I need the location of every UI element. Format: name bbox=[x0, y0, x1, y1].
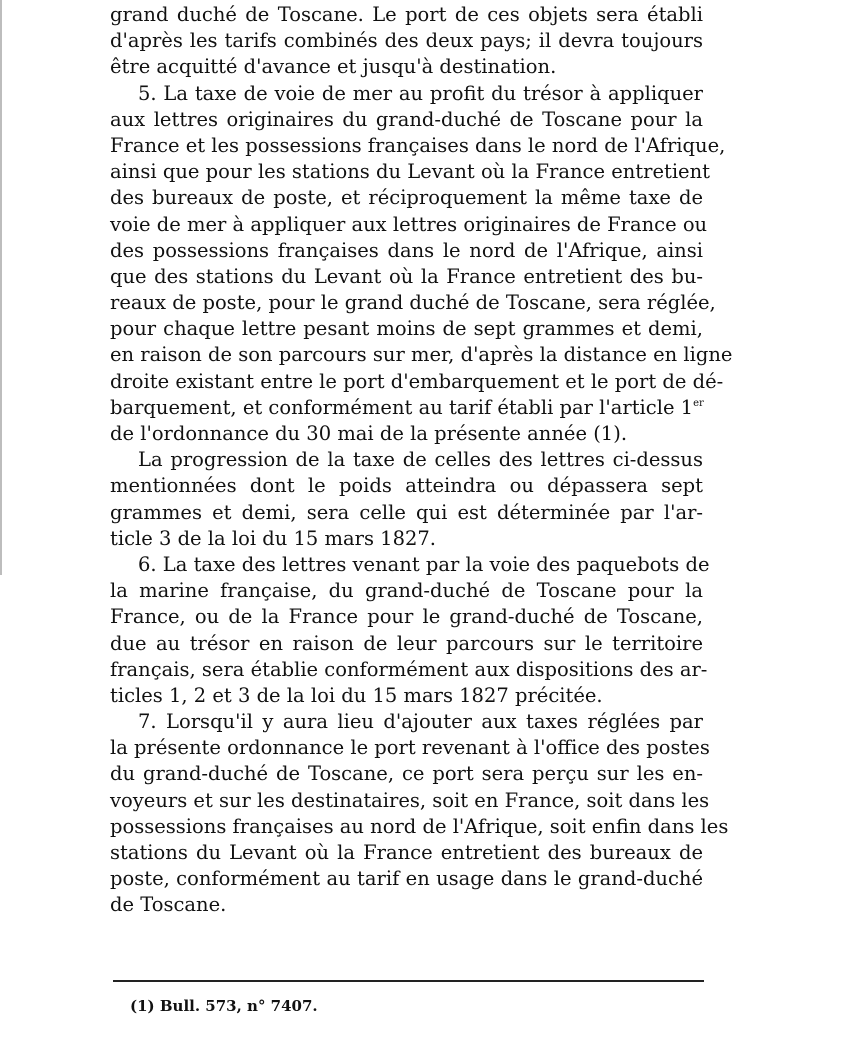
text-line: du grand-duché de Toscane, ce port sera perçu sur les en- bbox=[110, 762, 703, 786]
text-line: droite existant entre le port d'embarquement et le port de dé- bbox=[110, 369, 724, 393]
text-line: en raison de son parcours sur mer, d'après la distance en ligne bbox=[110, 343, 733, 367]
text-line: grand duché de Toscane. Le port de ces objets sera établi bbox=[110, 3, 703, 26]
text-line: ainsi que pour les stations du Levant où la France entretient bbox=[110, 160, 710, 184]
text-line: de Toscane. bbox=[110, 893, 227, 917]
text-line: de l'ordonnance du 30 mai de la présente année (1). bbox=[110, 422, 628, 445]
footnote: (1) Bull. 573, n° 7407. bbox=[130, 997, 318, 1015]
text-line: la marine française, du grand-duché de Toscane pour la bbox=[110, 579, 703, 603]
text-line: la présente ordonnance le port revenant à l'office des postes bbox=[110, 736, 710, 760]
text-line: grammes et demi, sera celle qui est déterminée par l'ar- bbox=[110, 500, 703, 524]
text-line: mentionnées dont le poids atteindra ou dépassera sept bbox=[110, 474, 703, 498]
text-line-with-superscript bbox=[110, 395, 703, 421]
text-line: voie de mer à appliquer aux lettres originaires de France ou bbox=[110, 212, 708, 236]
text-line: ticle 3 de la loi du 15 mars 1827. bbox=[110, 526, 436, 550]
text-line: poste, conformément au tarif en usage dans le grand-duché bbox=[110, 867, 703, 891]
article-7-first-line: 7. Lorsqu'il y aura lieu d'ajouter aux taxes réglées par bbox=[138, 710, 703, 734]
text-line: être acquitté d'avance et jusqu'à destination. bbox=[110, 55, 557, 79]
text-line: possessions françaises au nord de l'Afrique, soit enfin dans les bbox=[110, 814, 729, 838]
paragraph-first-line: La progression de la taxe de celles des lettres ci-dessus bbox=[138, 448, 703, 472]
ordinal-superscript: er bbox=[693, 397, 704, 409]
text-line: voyeurs et sur les destinataires, soit en France, soit dans les bbox=[110, 788, 710, 812]
text-line: ticles 1, 2 et 3 de la loi du 15 mars 1827 précitée. bbox=[110, 683, 603, 707]
text-line: d'après les tarifs combinés des deux pays; il devra toujours bbox=[110, 29, 703, 53]
text-line-body: barquement, et conformément au tarif établi par l'article 1 bbox=[110, 395, 694, 419]
article-6-first-line: 6. La taxe des lettres venant par la voie des paquebots de bbox=[138, 552, 710, 576]
scan-edge-shadow bbox=[0, 0, 2, 575]
text-line: France, ou de la France pour le grand-duché de Toscane, bbox=[110, 605, 703, 629]
body-text bbox=[110, 2, 733, 919]
text-line: français, sera établie conformément aux dispositions des ar- bbox=[110, 657, 708, 681]
text-line: que des stations du Levant où la France entretient des bu- bbox=[110, 264, 703, 288]
text-line: France et les possessions françaises dans le nord de l'Afrique, bbox=[110, 133, 726, 157]
article-5-first-line: 5. La taxe de voie de mer au profit du trésor à appliquer bbox=[138, 81, 703, 105]
footnote-divider bbox=[113, 980, 704, 982]
text-line: des possessions françaises dans le nord de l'Afrique, ainsi bbox=[110, 238, 703, 262]
text-line: pour chaque lettre pesant moins de sept grammes et demi, bbox=[110, 317, 703, 341]
text-line: stations du Levant où la France entretient des bureaux de bbox=[110, 841, 703, 864]
text-line: due au trésor en raison de leur parcours sur le territoire bbox=[110, 631, 703, 655]
text-line: aux lettres originaires du grand-duché de Toscane pour la bbox=[110, 107, 703, 131]
text-line: des bureaux de poste, et réciproquement la même taxe de bbox=[110, 186, 703, 210]
text-line: reaux de poste, pour le grand duché de Toscane, sera réglée, bbox=[110, 291, 716, 315]
